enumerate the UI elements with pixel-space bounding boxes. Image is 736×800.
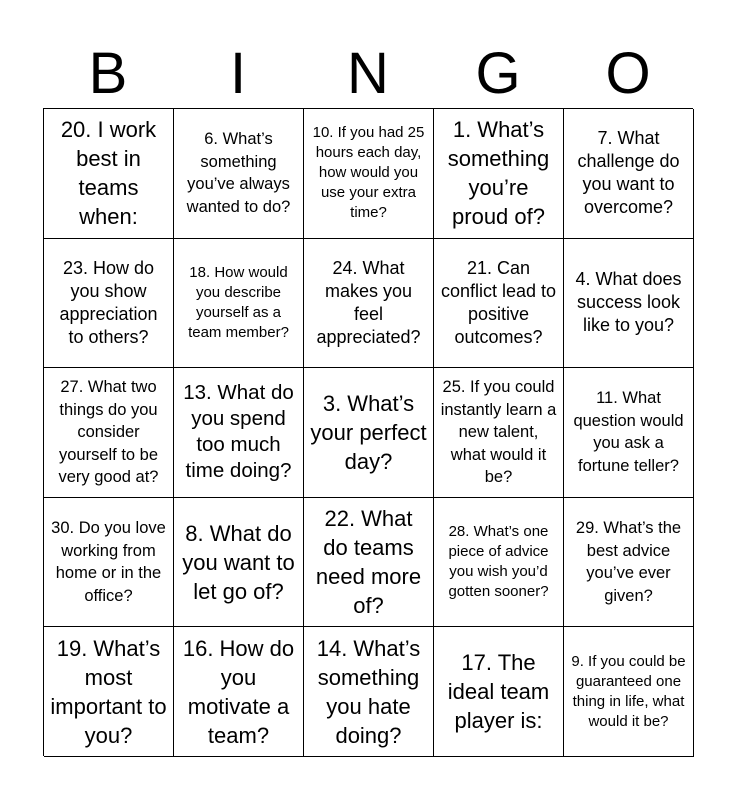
cell-text: 8. What do you want to let go of?: [182, 520, 295, 604]
cell-text: 28. What’s one piece of advice you wish you’d gotten sooner?: [448, 523, 549, 601]
cell-text: 19. What’s most important to you?: [50, 635, 167, 748]
bingo-cell[interactable]: [304, 498, 434, 628]
header-letter-g: G: [475, 41, 521, 106]
bingo-cell[interactable]: [564, 627, 694, 757]
cell-text: 30. Do you love working from home or in the office?: [51, 519, 166, 605]
header-letter-n: N: [347, 41, 389, 106]
header-letter-o: O: [605, 41, 651, 106]
cell-text: 21. Can conflict lead to positive outcomes?: [440, 257, 557, 347]
cell-text: 27. What two things do you consider yourself to be very good at?: [58, 378, 159, 487]
cell-text: 4. What does success look like to you?: [575, 269, 682, 336]
bingo-cell[interactable]: [564, 239, 694, 369]
cell-text: 20. I work best in teams when:: [60, 117, 157, 230]
bingo-cell[interactable]: [304, 627, 434, 757]
bingo-cell[interactable]: [44, 627, 174, 757]
cell-text: 6. What’s something you’ve always wanted to do?: [186, 130, 291, 216]
bingo-cell[interactable]: [304, 368, 434, 498]
cell-text: 29. What’s the best advice you’ve ever given?: [575, 519, 682, 605]
bingo-cell[interactable]: [304, 109, 434, 239]
bingo-cell[interactable]: [564, 109, 694, 239]
bingo-cell[interactable]: [434, 498, 564, 628]
cell-text: 14. What’s something you hate doing?: [316, 635, 421, 748]
bingo-cell[interactable]: [434, 109, 564, 239]
cell-text: 3. What’s your perfect day?: [310, 390, 427, 474]
cell-text: 16. How do you motivate a team?: [182, 635, 295, 748]
bingo-cell[interactable]: [174, 239, 304, 369]
bingo-cell[interactable]: [44, 109, 174, 239]
cell-text: 11. What question would you ask a fortune teller?: [573, 389, 684, 475]
bingo-cell[interactable]: [434, 368, 564, 498]
cell-text: 13. What do you spend too much time doing?: [183, 381, 294, 483]
bingo-cell[interactable]: [304, 239, 434, 369]
bingo-cell[interactable]: [174, 368, 304, 498]
header-letter-i: I: [229, 41, 247, 106]
bingo-cell[interactable]: [44, 239, 174, 369]
bingo-cell[interactable]: [44, 368, 174, 498]
bingo-grid: [43, 108, 693, 756]
bingo-cell[interactable]: [174, 109, 304, 239]
cell-text: 25. If you could instantly learn a new talent, what would it be?: [440, 378, 557, 487]
bingo-cell[interactable]: [174, 498, 304, 628]
cell-text: 17. The ideal team player is:: [447, 650, 550, 734]
bingo-cell[interactable]: [564, 368, 694, 498]
cell-text: 1. What’s something you’re proud of?: [447, 117, 550, 230]
bingo-cell[interactable]: [564, 498, 694, 628]
cell-text: 24. What makes you feel appreciated?: [316, 257, 421, 347]
cell-text: 7. What challenge do you want to overcome?: [577, 128, 680, 218]
bingo-cell[interactable]: [174, 627, 304, 757]
cell-text: 9. If you could be guaranteed one thing in life, what would it be?: [571, 652, 686, 730]
bingo-header: [43, 40, 693, 108]
bingo-cell[interactable]: [434, 239, 564, 369]
cell-text: 10. If you had 25 hours each day, how would you use your extra time?: [312, 124, 425, 222]
header-letter-b: B: [88, 41, 128, 106]
bingo-cell[interactable]: [434, 627, 564, 757]
cell-text: 22. What do teams need more of?: [315, 506, 422, 619]
cell-text: 23. How do you show appreciation to others?: [59, 257, 158, 347]
bingo-cell[interactable]: [44, 498, 174, 628]
cell-text: 18. How would you describe yourself as a team member?: [188, 263, 289, 341]
